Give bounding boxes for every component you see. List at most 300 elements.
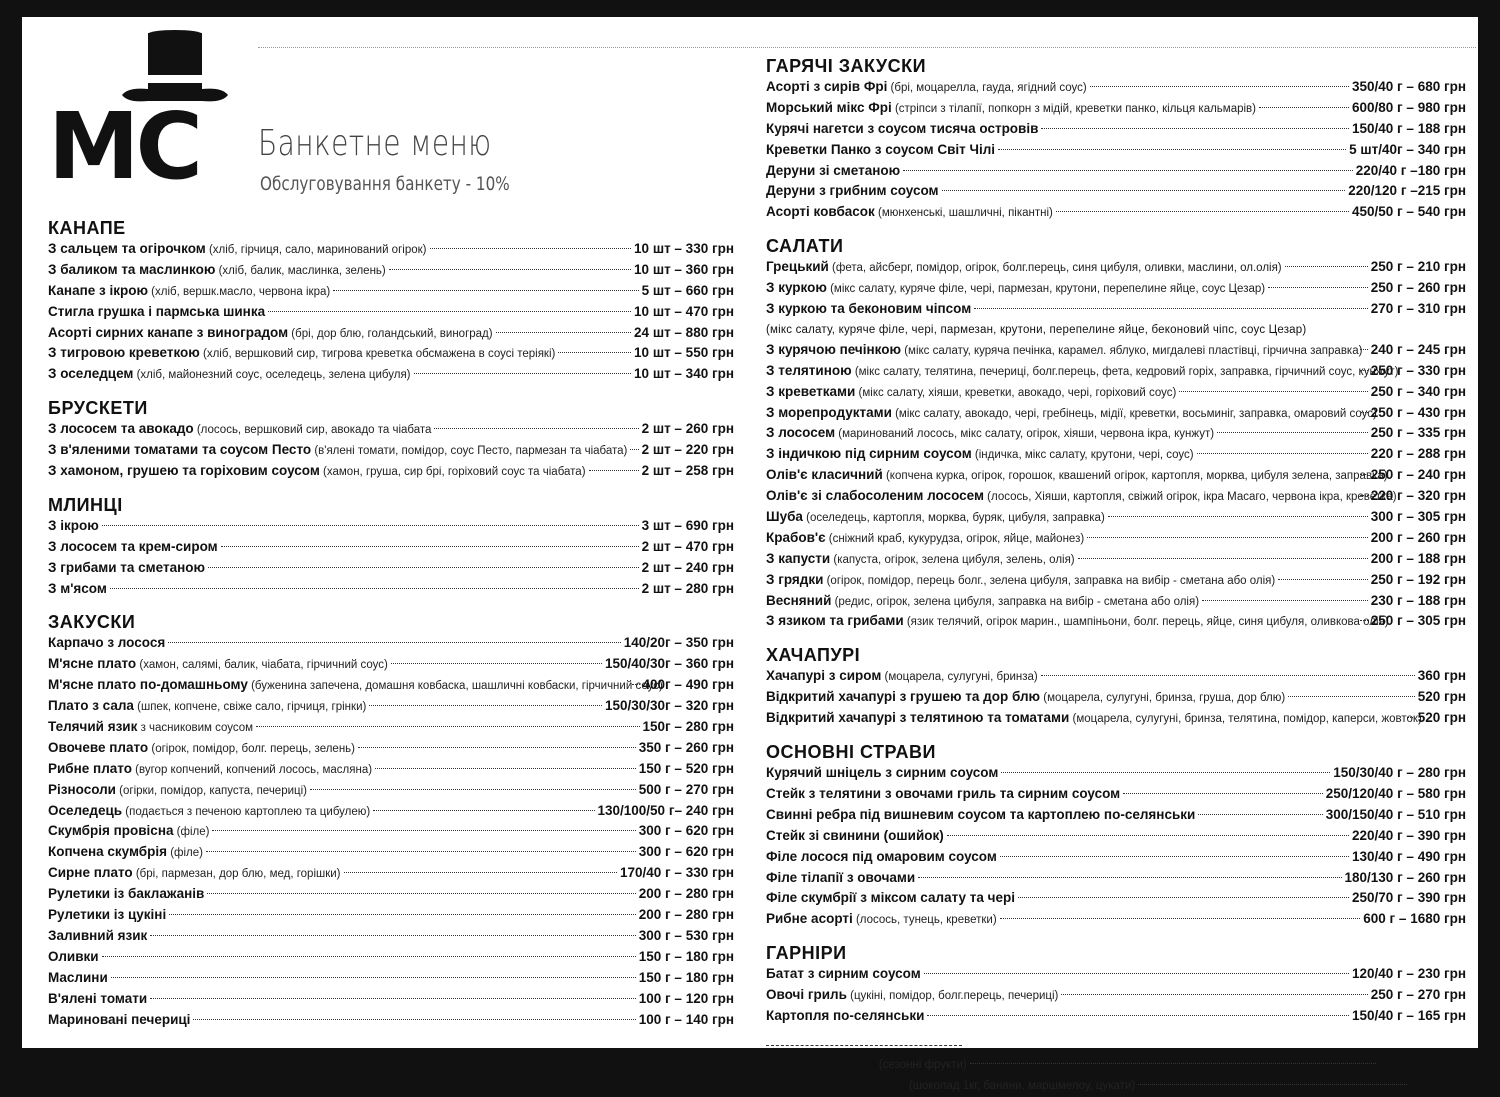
menu-section: [766, 741, 1466, 930]
item-price: 400г – 490 грн: [642, 677, 734, 693]
menu-item: [48, 926, 734, 947]
item-price: 250 г – 340 грн: [1370, 383, 1466, 399]
item-price: 600/80 г – 980 грн: [1352, 99, 1466, 115]
item-description: (хамон, салямі, балик, чіабата, гірчичний соус): [136, 659, 388, 672]
dotted-leader: [1360, 620, 1368, 621]
item-price: 140/20г – 350 грн: [623, 635, 734, 651]
dotted-leader: [1056, 211, 1349, 212]
item-name-group: [48, 633, 165, 655]
item-name-group: [766, 708, 1422, 730]
item-name: Карпачо з лосося: [48, 635, 166, 651]
menu-item: [48, 780, 734, 801]
item-price: 2 шт – 260 грн: [641, 421, 734, 437]
menu-item: [48, 302, 734, 323]
item-description: (огірок, помідор, болг. перець, зелень): [148, 742, 355, 755]
dotted-leader: [1061, 994, 1367, 995]
menu-item: [766, 465, 1466, 486]
item-name: Деруни зі сметаною: [766, 162, 901, 178]
item-description: (подається з печеною картоплею та цибулею): [122, 805, 371, 818]
dotted-leader: [970, 1063, 1376, 1064]
dotted-leader: [1041, 128, 1349, 129]
item-name-group: [48, 717, 253, 739]
item-name-group: [48, 989, 147, 1011]
item-name: З тигровою креветкою: [48, 345, 200, 361]
section-title: ЗАКУСКИ: [48, 612, 136, 633]
item-price: 5 шт – 660 грн: [641, 282, 734, 298]
item-name: З ікрою: [48, 517, 99, 533]
item-name: Овочі гриль: [766, 987, 847, 1003]
item-name-group: [48, 537, 218, 559]
item-name-group: [766, 549, 1075, 571]
item-price: 240 г – 245 грн: [1370, 341, 1466, 357]
menu-item: [766, 181, 1466, 202]
menu-item: [766, 202, 1466, 223]
header-dotted-rule: [258, 47, 1476, 48]
item-name: Асорті ковбасок: [766, 204, 875, 220]
menu-item: [766, 161, 1466, 182]
menu-item: [48, 440, 734, 461]
item-price: 2 шт – 470 грн: [641, 538, 734, 554]
item-name-group: [48, 364, 411, 386]
item-name-group: [48, 260, 386, 282]
item-name: З язиком та грибами: [766, 613, 904, 629]
item-name-group: [766, 444, 1194, 466]
menu-section: [766, 942, 1466, 1027]
item-name: Заливний язик: [48, 927, 148, 943]
dotted-leader: [375, 768, 636, 769]
item-name-group: [766, 763, 998, 785]
item-name: Морський мікс Фрі: [766, 99, 892, 115]
item-name: Хачапурі з сиром: [766, 668, 882, 684]
item-name-group: [766, 784, 1120, 806]
item-name: З м'ясом: [48, 580, 107, 596]
item-price: 250 г – 210 грн: [1370, 259, 1466, 275]
item-price: 10 шт – 330 грн: [634, 241, 734, 256]
item-price: 220 г – 320 грн: [1370, 488, 1466, 504]
item-name: Деруни з грибним соусом: [766, 183, 939, 199]
dotted-leader: [942, 190, 1346, 191]
item-name: Відкритий хачапурі з грушею та дор блю: [766, 689, 1041, 705]
item-name-group: [766, 423, 1214, 445]
item-description: з часниковим соусом: [137, 722, 254, 735]
item-name: Фруктове асорті: [766, 1055, 876, 1071]
item-description: (хамон, груша, сир брі, горіховий соус та чіабата): [319, 466, 586, 479]
dotted-leader: [389, 269, 631, 270]
menu-item: [766, 507, 1466, 528]
item-description: (буженина запечена, домашня ковбаска, шашличні ковбаски, гірчичний соус): [247, 680, 663, 693]
menu-item: [48, 905, 734, 926]
item-price: 1 кг – 420 грн: [1379, 1055, 1466, 1071]
item-price: 100 г – 140 грн: [638, 1011, 734, 1027]
dotted-leader: [947, 835, 1349, 836]
item-description: (філе): [167, 847, 203, 860]
item-name: З креветками: [766, 383, 856, 399]
dotted-leader: [150, 998, 636, 999]
item-name-group: [48, 579, 107, 601]
item-name-group: [766, 611, 1389, 633]
item-name-group: [48, 863, 341, 885]
item-name: Стейк зі свинини (ошийок): [766, 827, 944, 843]
dotted-leader: [1041, 675, 1415, 676]
section-title: САЛАТИ: [766, 236, 844, 257]
dotted-leader: [344, 872, 618, 873]
item-name: З лососем: [766, 425, 836, 441]
item-price: 130/40 г – 490 грн: [1352, 848, 1466, 864]
item-price: 10 шт – 550 грн: [634, 345, 734, 361]
item-price: 220/40 г –180 грн: [1355, 162, 1466, 178]
item-price: 250 г – 270 грн: [1370, 987, 1466, 1003]
menu-item: [48, 343, 734, 364]
dotted-leader: [1360, 349, 1368, 350]
menu-item: [766, 784, 1466, 805]
item-name: В'ялені томати: [48, 990, 148, 1006]
item-price: 250 г – 305 грн: [1370, 613, 1466, 629]
item-name-group: [766, 299, 971, 321]
menu-item: [766, 278, 1466, 299]
dotted-leader: [927, 1015, 1349, 1016]
item-name: Філе скумбрії з міксом салату та чері: [766, 890, 1015, 906]
item-name-group: [48, 419, 431, 441]
section-title: КАНАПЕ: [48, 218, 126, 238]
menu-section: [48, 397, 734, 482]
item-name-group: [48, 302, 265, 324]
item-name-group: [766, 1006, 924, 1028]
dotted-leader: [1108, 516, 1368, 517]
item-price: 150г – 280 грн: [642, 719, 734, 735]
dotted-leader: [1360, 370, 1368, 371]
menu-item: [766, 985, 1466, 1006]
item-price: 250/120/40 г – 580 грн: [1325, 785, 1466, 801]
menu-item: [48, 579, 734, 600]
item-name-group: [766, 507, 1105, 529]
dotted-leader: [430, 248, 632, 249]
menu-item: [766, 528, 1466, 549]
menu-section: [48, 494, 734, 600]
item-name: З грядки: [766, 571, 824, 587]
item-price: 350/40 г – 680 грн: [1352, 79, 1466, 94]
menu-item: [766, 826, 1466, 847]
item-name-group: [48, 239, 427, 261]
item-description: (мікс салату, куряча печінка, карамел. яблуко, мигдалеві пластівці, гірчична заправка): [901, 344, 1363, 357]
item-price: 3 шт – 690 грн: [641, 517, 734, 533]
item-description: (лосось, тунець, креветки): [852, 914, 997, 927]
item-name-group: [766, 826, 944, 848]
item-price: 120/40 г – 230 грн: [1352, 966, 1466, 982]
item-name: З в'яленими томатами та соусом Песто: [48, 442, 312, 458]
item-name: З індичкою під сирним соусом: [766, 446, 972, 462]
dotted-leader: [111, 977, 636, 978]
menu-item: [766, 444, 1466, 465]
menu-item: [48, 1010, 734, 1031]
dotted-leader: [168, 642, 621, 643]
item-price: 600 г – 1680 грн: [1363, 911, 1466, 927]
dotted-leader: [496, 332, 631, 333]
menu-item: [766, 140, 1466, 161]
menu-item: [48, 633, 734, 654]
menu-item: [48, 419, 734, 440]
dotted-leader: [212, 830, 635, 831]
item-price: 170/40 г – 330 грн: [620, 865, 734, 881]
item-name-group: [766, 687, 1285, 709]
item-name-group: [48, 558, 205, 580]
dotted-leader: [1001, 772, 1330, 773]
item-price: 250 г – 430 грн: [1370, 404, 1466, 420]
item-price: 250 г – 260 грн: [1370, 280, 1466, 296]
menu-item: [48, 461, 734, 482]
item-name-group: [48, 780, 307, 802]
left-column: [48, 217, 734, 1030]
item-price: 10 шт – 470 грн: [634, 303, 734, 319]
item-name-group: [48, 1010, 190, 1032]
item-name-group: [766, 528, 1084, 550]
dotted-leader: [1018, 897, 1349, 898]
item-description: (огірок, помідор, перець болг., зелена цибуля, заправка на вибір - сметана або олія): [823, 574, 1276, 587]
item-name: З курячою печінкою: [766, 341, 902, 357]
item-price: 150 г – 180 грн: [638, 948, 734, 964]
dotted-leader: [1123, 793, 1323, 794]
menu-item: [48, 364, 734, 385]
item-name-group: [766, 257, 1282, 279]
item-price: 250 г – 192 грн: [1370, 571, 1466, 587]
dotted-leader: [998, 149, 1346, 150]
section-title: МЛИНЦІ: [48, 494, 123, 515]
menu-item: [48, 738, 734, 759]
menu-item: [48, 884, 734, 905]
item-name: Курячий шніцель з сирним соусом: [766, 765, 999, 781]
menu-item: [48, 696, 734, 717]
menu-item: [766, 382, 1466, 403]
item-description: (брі, пармезан, дор блю, мед, горішки): [132, 868, 341, 881]
item-name-group: [766, 591, 1199, 613]
item-description: (мікс салату, телятина, печериці, болг.перець, фета, кедровий горіх, заправка, гірчичний соус, кунжут): [851, 365, 1399, 378]
section-title: ГАРЯЧІ ЗАКУСКИ: [766, 56, 927, 76]
item-name-group: [48, 801, 370, 823]
item-name-group: [48, 821, 209, 843]
menu-item: [48, 537, 734, 558]
item-description: (індичка, мікс салату, крутони, чері, соус): [971, 449, 1194, 462]
item-name-group: [48, 926, 147, 948]
dotted-leader: [102, 956, 636, 957]
item-price: 230 г – 188 грн: [1370, 592, 1466, 608]
item-name-group: [766, 465, 1388, 487]
item-description: (брі, моцарелла, гауда, ягідний соус): [887, 82, 1087, 94]
page-subtitle: Обслуговування банкету - 10%: [260, 173, 510, 195]
item-name-group: [766, 119, 1038, 141]
item-price: 200 г – 280 грн: [638, 907, 734, 923]
item-description: (цукіні, помідор, болг.перець, печериці): [846, 990, 1059, 1003]
extras-section: [766, 1054, 1466, 1096]
item-name-group: [766, 202, 1053, 224]
item-name: Батат з сирним соусом: [766, 966, 921, 982]
item-description: (оселедець, картопля, морква, буряк, цибуля, заправка): [802, 512, 1105, 525]
item-name-group: [48, 675, 663, 697]
dotted-leader: [1360, 495, 1368, 496]
item-description: (копчена курка, огірок, горошок, квашений огірок, картопля, морква, цибуля зелена, заправка): [882, 470, 1388, 483]
item-description: (вугор копчений, копчений лосось, масляна): [131, 763, 373, 776]
dotted-leader: [1078, 558, 1368, 559]
dotted-leader: [903, 170, 1353, 171]
item-name-group: [766, 161, 900, 183]
item-price: 250/70 г – 390 грн: [1352, 890, 1466, 906]
item-name: Картопля по-селянськи: [766, 1007, 925, 1023]
item-price: 300 г – 620 грн: [638, 823, 734, 839]
dotted-leader: [1360, 412, 1368, 413]
menu-item: [766, 299, 1466, 320]
menu-item: [48, 654, 734, 675]
menu-item: [48, 281, 734, 302]
menu-item: [766, 361, 1466, 382]
item-name: Весняний: [766, 592, 832, 608]
item-name: З лососем та авокадо: [48, 421, 194, 437]
item-name: З куркою та беконовим чіпсом: [766, 301, 972, 317]
dotted-leader: [110, 588, 639, 589]
menu-item: [48, 558, 734, 579]
item-name-group: [766, 98, 1256, 120]
item-name: Сирне плато: [48, 865, 133, 881]
item-name: Креветки Панко з соусом Світ Чілі: [766, 141, 996, 157]
menu-item: [766, 1075, 1466, 1096]
item-description: (моцарела, сулугуні, бринза): [881, 671, 1038, 684]
item-description: (маринований лосось, мікс салату, огірок, хіяши, червона ікра, кунжут): [835, 428, 1215, 441]
dotted-leader: [310, 789, 636, 790]
menu-item: [766, 423, 1466, 444]
item-name: Грецький: [766, 259, 829, 275]
item-description: (хліб, балик, маслинка, зелень): [215, 264, 386, 277]
item-description: (хліб, вершк.масло, червона ікра): [147, 285, 331, 298]
item-name-group: [766, 382, 1176, 404]
item-name-group: [766, 805, 1195, 827]
item-name-group: [766, 909, 997, 931]
item-name: Олів'є зі слабосоленим лососем: [766, 488, 984, 504]
dotted-leader: [434, 428, 638, 429]
item-price: 300 г – 305 грн: [1370, 509, 1466, 525]
item-name: Копчена скумбрія: [48, 844, 168, 860]
item-name-group: [48, 343, 555, 365]
menu-item: [766, 119, 1466, 140]
item-description: (язик телячий, огірок марин., шампіньони, болг. перець, яйце, синя цибуля, оливкова олія): [903, 616, 1389, 629]
item-price: 500 г – 270 грн: [638, 781, 734, 797]
item-name: З грибами та сметаною: [48, 559, 206, 575]
dotted-leader: [974, 308, 1368, 309]
item-name: Філе тілапії з овочами: [766, 869, 916, 885]
menu-item: [48, 323, 734, 344]
dotted-leader: [1179, 391, 1367, 392]
item-name: Філе лосося під омаровим соусом: [766, 848, 997, 864]
item-name: Стигла грушка і пармська шинка: [48, 303, 266, 319]
menu-item: [766, 340, 1466, 361]
menu-item: [48, 516, 734, 537]
menu-item: [48, 968, 734, 989]
menu-item: [48, 842, 734, 863]
dotted-leader: [558, 352, 631, 353]
item-name: Різносоли: [48, 781, 116, 797]
item-name: Асорті сирних канапе з виноградом: [48, 324, 289, 340]
item-name-group: [766, 486, 1397, 508]
dotted-leader: [924, 973, 1349, 974]
menu-sheet: [22, 17, 1478, 1092]
item-price: 2500 грн: [1410, 1076, 1466, 1092]
menu-item: [48, 239, 734, 260]
dotted-leader: [1288, 696, 1414, 697]
menu-item: [766, 909, 1466, 930]
item-name-group: [48, 759, 372, 781]
item-price: 300 г – 620 грн: [638, 844, 734, 860]
menu-item: [766, 611, 1466, 632]
section-title: БРУСКЕТИ: [48, 398, 148, 419]
item-price: 350 г – 260 грн: [638, 739, 734, 755]
item-name: Шоколадний фонтан: [766, 1076, 906, 1092]
menu-section: [766, 235, 1466, 632]
menu-item: [766, 805, 1466, 826]
item-name: Рибне плато: [48, 760, 132, 776]
item-name: Скумбрія провісна: [48, 823, 174, 839]
item-price: 250 г – 240 грн: [1370, 467, 1466, 483]
item-description: (огірки, помідор, капуста, печериці): [115, 784, 307, 797]
dotted-leader: [414, 373, 632, 374]
menu-item: [766, 708, 1466, 729]
item-name: Рулетики із цукіні: [48, 907, 167, 923]
menu-section: [48, 611, 734, 1030]
dotted-leader: [208, 567, 639, 568]
dotted-leader: [207, 893, 635, 894]
item-price: 10 шт – 340 грн: [634, 366, 734, 382]
item-name-group: [48, 654, 388, 676]
menu-section: [766, 644, 1466, 729]
item-price: 180/130 г – 260 грн: [1344, 869, 1466, 885]
item-price: 150/40 г – 165 грн: [1352, 1007, 1466, 1023]
item-name-group: [766, 1054, 967, 1076]
item-name: Свинні ребра під вишневим соусом та картоплею по-селянськи: [766, 806, 1196, 822]
dotted-leader: [358, 747, 636, 748]
item-description: (шоколад 1кг, банани, маршмелоу, цукати): [905, 1079, 1136, 1092]
item-name-group: [766, 340, 1363, 362]
item-name-group: [766, 278, 1265, 300]
menu-item: [766, 868, 1466, 889]
item-price: 2 шт – 258 грн: [641, 463, 734, 479]
dotted-leader: [206, 851, 636, 852]
item-price: 150/40 г – 188 грн: [1352, 120, 1466, 136]
dotted-leader: [268, 311, 631, 312]
item-price: 200 г – 188 грн: [1370, 550, 1466, 566]
item-name-group: [766, 403, 1377, 425]
item-price: 250 г – 330 грн: [1370, 362, 1466, 378]
menu-item: [48, 717, 734, 738]
item-name: Маслини: [48, 969, 108, 985]
menu-item: [48, 821, 734, 842]
menu-item: [766, 687, 1466, 708]
item-price: 2 шт – 220 грн: [641, 442, 734, 458]
item-name: Рибне асорті: [766, 911, 853, 927]
menu-item: [766, 591, 1466, 612]
item-name: З куркою: [766, 280, 827, 296]
item-price: 300 г – 530 грн: [638, 927, 734, 943]
item-name: З телятиною: [766, 362, 852, 378]
item-name: Відкритий хачапурі з телятиною та томатами: [766, 710, 1070, 726]
item-description: (філе): [173, 826, 210, 839]
item-name: Плато з сала: [48, 698, 134, 714]
item-price: 200 г – 260 грн: [1370, 529, 1466, 545]
menu-item: [48, 801, 734, 822]
menu-item: [766, 486, 1466, 507]
item-price: 24 шт – 880 грн: [634, 324, 734, 340]
menu-item: [766, 257, 1466, 278]
item-name: З морепродуктами: [766, 404, 892, 420]
item-price: 2 шт – 240 грн: [641, 559, 734, 575]
item-note: (мікс салату, куряче філе, чері, пармезан, крутони, перепелине яйце, беконовий чіпс, соус Цезар): [766, 323, 1307, 336]
item-name: Телячий язик: [48, 719, 138, 735]
menu-item: [48, 989, 734, 1010]
item-name-group: [48, 905, 166, 927]
